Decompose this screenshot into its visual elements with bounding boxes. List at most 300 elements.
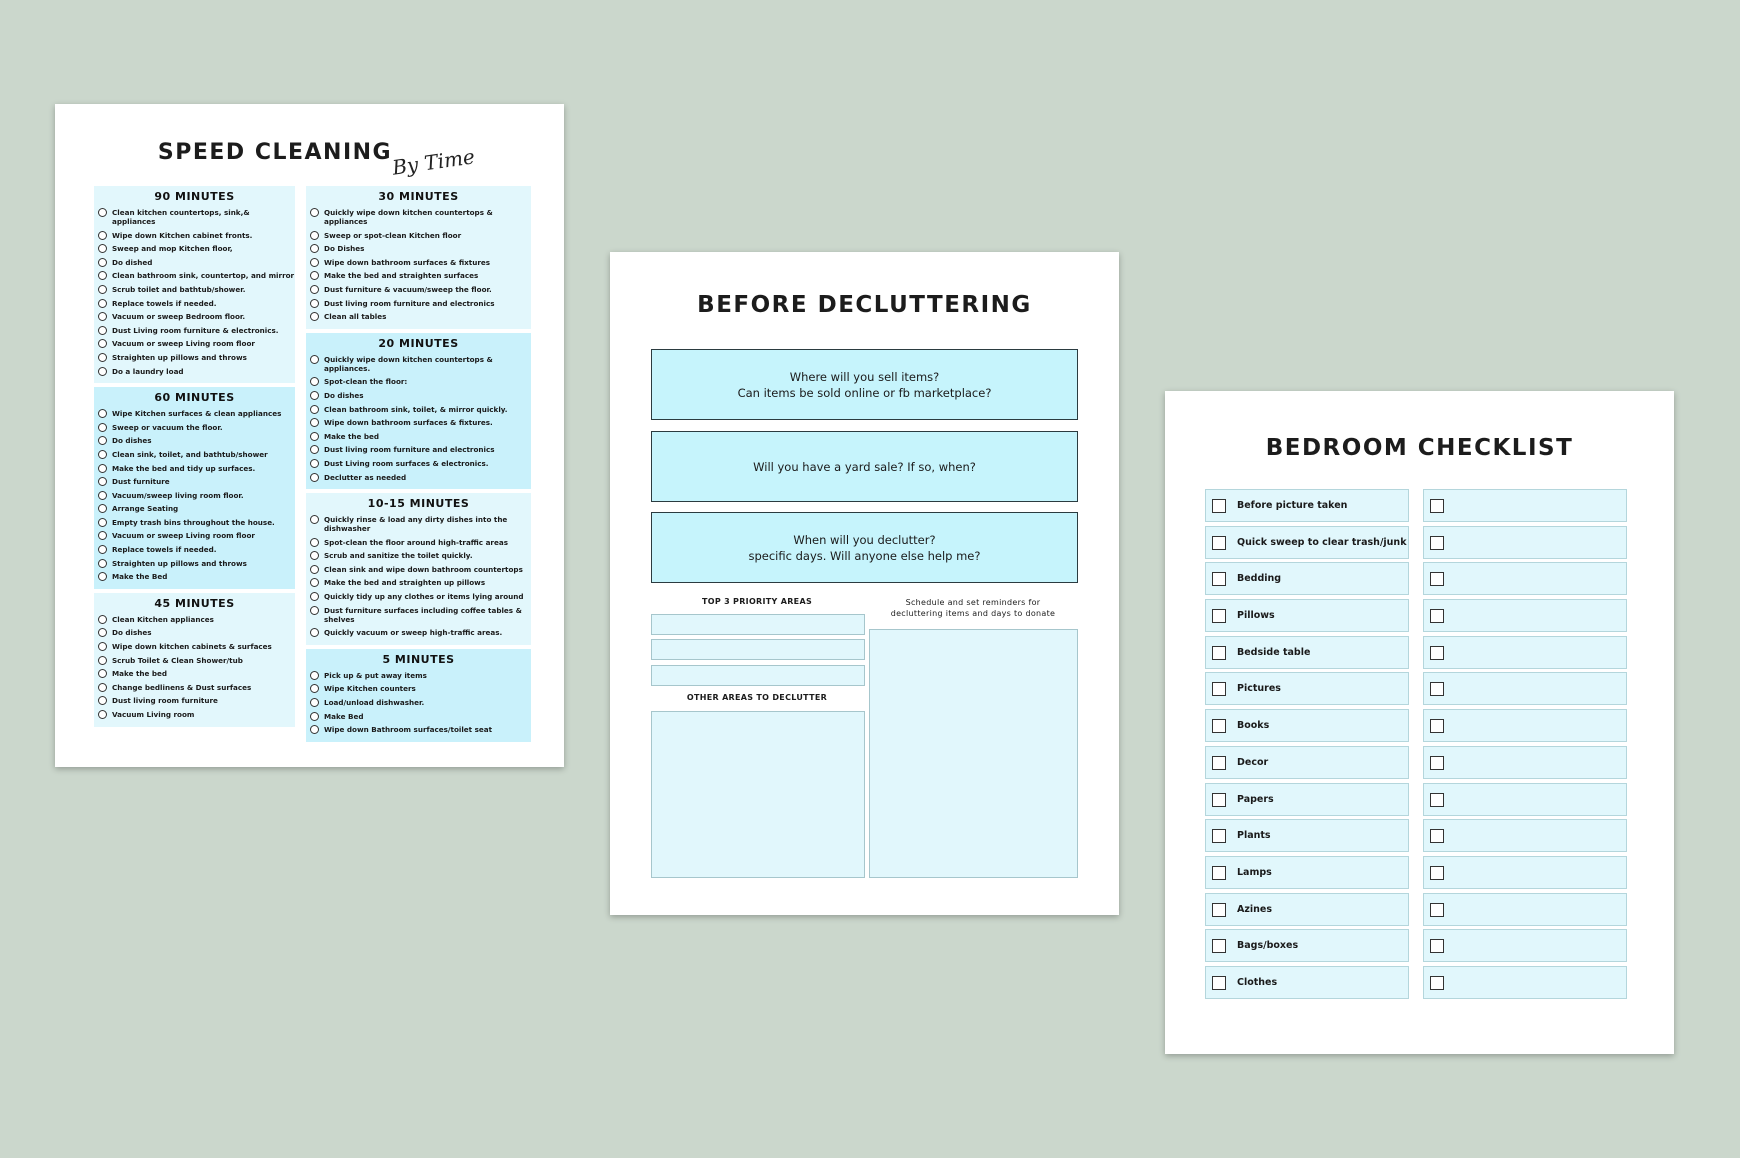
task-label: Do a laundry load (112, 366, 184, 376)
task-item (94, 271, 295, 280)
task-label: Sweep or vacuum the floor. (112, 422, 223, 432)
radio-circle-icon[interactable] (98, 518, 107, 527)
task-item (94, 367, 295, 376)
checklist-row-blank (1423, 526, 1627, 559)
task-item (94, 464, 295, 473)
radio-circle-icon[interactable] (98, 710, 107, 719)
task-item (306, 299, 531, 308)
task-item (94, 339, 295, 348)
task-item (94, 710, 295, 719)
radio-circle-icon[interactable] (310, 698, 319, 707)
page-title: BEDROOM CHECKLIST (1265, 435, 1574, 461)
task-label: Quickly wipe down kitchen countertops & appliances (324, 208, 493, 226)
task-item (94, 656, 295, 665)
task-item (306, 391, 531, 400)
checkbox[interactable] (1430, 536, 1444, 550)
radio-circle-icon[interactable] (310, 285, 319, 294)
radio-circle-icon[interactable] (310, 578, 319, 587)
task-label: Replace towels if needed. (112, 298, 217, 308)
task-item (306, 684, 531, 693)
radio-circle-icon[interactable] (98, 628, 107, 637)
task-item (94, 477, 295, 486)
checklist-row (1205, 783, 1409, 816)
task-item (94, 423, 295, 432)
checkbox[interactable] (1430, 499, 1444, 513)
task-item (94, 244, 295, 253)
radio-circle-icon[interactable] (310, 258, 319, 267)
radio-circle-icon[interactable] (310, 592, 319, 601)
task-label: Sweep and mop Kitchen floor, (112, 244, 233, 254)
checkbox[interactable] (1212, 572, 1226, 586)
task-item (306, 432, 531, 441)
time-section (306, 333, 531, 489)
bedroom-checklist-page (1165, 391, 1674, 1054)
checkbox[interactable] (1212, 793, 1226, 807)
checklist-row-blank (1423, 819, 1627, 852)
task-item (94, 491, 295, 500)
task-label: Dust furniture (112, 477, 170, 487)
radio-circle-icon[interactable] (310, 312, 319, 321)
section-heading: 20 MINUTES (378, 336, 459, 350)
task-label: Sweep or spot-clean Kitchen floor (324, 230, 462, 240)
task-label: Wipe down Kitchen cabinet fronts. (112, 230, 253, 240)
task-item (94, 683, 295, 692)
radio-circle-icon[interactable] (98, 299, 107, 308)
checklist-row (1205, 526, 1409, 559)
task-list (306, 515, 531, 645)
radio-circle-icon[interactable] (310, 725, 319, 734)
task-item (306, 473, 531, 482)
radio-circle-icon[interactable] (310, 418, 319, 427)
checklist-item-label: Papers (1237, 793, 1274, 805)
checklist-item-label: Clothes (1237, 976, 1278, 988)
radio-circle-icon[interactable] (98, 353, 107, 362)
task-label: Quickly vacuum or sweep high-traffic areas. (324, 628, 503, 638)
radio-circle-icon[interactable] (98, 531, 107, 540)
task-label: Make the bed and tidy up surfaces. (112, 463, 256, 473)
section-heading: 30 MINUTES (378, 190, 459, 203)
radio-circle-icon[interactable] (310, 231, 319, 240)
radio-circle-icon[interactable] (98, 696, 107, 705)
checkbox[interactable] (1212, 682, 1226, 696)
task-item (306, 244, 531, 253)
task-label: Wipe Kitchen surfaces & clean appliances (112, 409, 282, 419)
checklist-row (1205, 709, 1409, 742)
page-subtitle: By Time (390, 144, 477, 180)
checklist-item-label: Bags/boxes (1237, 940, 1299, 952)
page-title: BEFORE DECLUTTERING (697, 292, 1032, 318)
checklist-item-label: Bedside table (1237, 646, 1311, 658)
time-section (306, 649, 531, 742)
task-item (306, 712, 531, 721)
checkbox[interactable] (1430, 829, 1444, 843)
task-label: Change bedlinens & Dust surfaces (112, 682, 252, 692)
right-column (306, 186, 531, 746)
checklist-row-blank (1423, 672, 1627, 705)
task-label: Vacuum Living room (112, 710, 195, 719)
radio-circle-icon[interactable] (98, 258, 107, 267)
priority-areas-label: TOP 3 PRIORITY AREAS (702, 597, 812, 606)
priority-area-field-1[interactable] (651, 614, 865, 635)
task-item (94, 285, 295, 294)
task-item (306, 258, 531, 267)
radio-circle-icon[interactable] (98, 208, 107, 217)
section-heading: 90 MINUTES (154, 190, 235, 203)
radio-circle-icon[interactable] (98, 572, 107, 581)
radio-circle-icon[interactable] (98, 464, 107, 473)
other-areas-label: OTHER AREAS TO DECLUTTER (686, 693, 828, 702)
task-item (94, 669, 295, 678)
checklist-row-blank (1423, 783, 1627, 816)
other-areas-field[interactable] (651, 711, 865, 878)
radio-circle-icon[interactable] (98, 450, 107, 459)
question-line: Will you have a yard sale? If so, when? (753, 459, 976, 474)
radio-circle-icon[interactable] (98, 244, 107, 253)
radio-circle-icon[interactable] (310, 208, 319, 217)
task-label: Vacuum or sweep Living room floor (112, 531, 255, 541)
section-heading: 5 MINUTES (382, 652, 455, 666)
section-heading: 45 MINUTES (154, 596, 235, 610)
task-item (306, 606, 531, 624)
checklist-row-blank (1423, 966, 1627, 999)
radio-circle-icon[interactable] (98, 271, 107, 280)
checklist-item-label: Lamps (1237, 866, 1272, 878)
radio-circle-icon[interactable] (98, 615, 107, 624)
task-label: Arrange Seating (112, 504, 179, 514)
task-label: Make the bed (324, 431, 380, 441)
checklist-item-label: Pillows (1237, 610, 1275, 622)
task-item (306, 592, 531, 601)
task-list (94, 208, 295, 383)
radio-circle-icon[interactable] (310, 551, 319, 560)
radio-circle-icon[interactable] (98, 477, 107, 486)
checkbox[interactable] (1430, 793, 1444, 807)
task-label: Clean sink and wipe down bathroom countertops (324, 564, 523, 574)
checkbox[interactable] (1430, 866, 1444, 880)
page-title: SPEED CLEANING (157, 140, 393, 165)
task-item (94, 326, 295, 335)
checklist-item-label: Azines (1237, 903, 1272, 915)
checkbox[interactable] (1430, 682, 1444, 696)
question-box-yard-sale[interactable] (651, 431, 1078, 502)
task-item (94, 353, 295, 362)
priority-area-field-2[interactable] (651, 639, 865, 660)
checklist-row (1205, 819, 1409, 852)
task-item (306, 405, 531, 414)
task-label: Wipe down bathroom surfaces & fixtures (324, 257, 491, 267)
task-label: Scrub Toilet & Clean Shower/tub (112, 655, 243, 665)
schedule-label (869, 597, 1077, 619)
radio-circle-icon[interactable] (310, 405, 319, 414)
question-line: specific days. Will anyone else help me? (748, 548, 981, 563)
task-label: Wipe down kitchen cabinets & surfaces (112, 642, 272, 652)
radio-circle-icon[interactable] (310, 377, 319, 386)
task-label: Pick up & put away items (324, 670, 427, 680)
radio-circle-icon[interactable] (98, 409, 107, 418)
task-label: Vacuum/sweep living room floor. (112, 490, 244, 500)
question-box-sell[interactable] (651, 349, 1078, 420)
checkbox[interactable] (1430, 609, 1444, 623)
radio-circle-icon[interactable] (310, 355, 319, 364)
radio-circle-icon[interactable] (98, 436, 107, 445)
schedule-label-line: decluttering items and days to donate (890, 609, 1056, 618)
checkbox[interactable] (1212, 829, 1226, 843)
task-label: Vacuum or sweep Bedroom floor. (112, 312, 246, 322)
radio-circle-icon[interactable] (310, 606, 319, 615)
schedule-label-line: Schedule and set reminders for (905, 598, 1041, 607)
radio-circle-icon[interactable] (310, 271, 319, 280)
checkbox[interactable] (1430, 719, 1444, 733)
task-item (94, 572, 295, 581)
task-item (94, 231, 295, 240)
task-label: Straighten up pillows and throws (112, 558, 247, 568)
checklist-row-blank (1423, 599, 1627, 632)
task-label: Spot-clean the floor around high-traffic areas (324, 537, 508, 547)
task-item (94, 642, 295, 651)
task-label: Dust living room furniture (112, 696, 218, 706)
task-item (94, 409, 295, 418)
task-label: Clean sink, toilet, and bathtub/shower (112, 449, 268, 459)
task-label: Declutter as needed (324, 472, 407, 482)
section-heading: 60 MINUTES (154, 391, 235, 405)
left-column (94, 186, 295, 731)
task-item (94, 258, 295, 267)
task-label: Quickly tidy up any clothes or items lying around (324, 592, 524, 602)
task-label: Do Dishes (324, 244, 365, 254)
speed-cleaning-page (55, 104, 564, 767)
task-label: Scrub and sanitize the toilet quickly. (324, 551, 473, 561)
checkbox[interactable] (1212, 903, 1226, 917)
task-label: Straighten up pillows and throws (112, 352, 247, 362)
checkbox[interactable] (1212, 719, 1226, 733)
radio-circle-icon[interactable] (98, 423, 107, 432)
task-item (94, 545, 295, 554)
checkbox[interactable] (1430, 756, 1444, 770)
task-item (306, 377, 531, 386)
task-item (306, 231, 531, 240)
radio-circle-icon[interactable] (310, 299, 319, 308)
checklist-row (1205, 562, 1409, 595)
checkbox[interactable] (1430, 646, 1444, 660)
task-label: Do dishes (324, 390, 364, 400)
task-item (94, 696, 295, 705)
task-item (306, 208, 531, 226)
task-item (306, 445, 531, 454)
checkbox[interactable] (1212, 646, 1226, 660)
task-item (94, 436, 295, 445)
priority-area-field-3[interactable] (651, 665, 865, 686)
task-label: Clean kitchen countertops, sink,& appliances (112, 208, 250, 226)
radio-circle-icon[interactable] (310, 671, 319, 680)
task-list (306, 208, 531, 329)
task-label: Quickly wipe down kitchen countertops & appliances. (324, 354, 493, 373)
checkbox[interactable] (1212, 536, 1226, 550)
question-line: Where will you sell items? (789, 369, 940, 384)
task-label: Do dished (112, 257, 153, 267)
task-item (94, 450, 295, 459)
task-item (306, 628, 531, 637)
checkbox[interactable] (1212, 939, 1226, 953)
task-item (306, 312, 531, 321)
task-label: Quickly rinse & load any dirty dishes into the dishwasher (324, 515, 508, 534)
checklist-item-label: Books (1237, 720, 1270, 732)
task-label: Make the bed and straighten up pillows (324, 578, 486, 588)
task-label: Spot-clean the floor: (324, 377, 408, 387)
checkbox[interactable] (1430, 976, 1444, 990)
task-item (306, 698, 531, 707)
checklist-row (1205, 856, 1409, 889)
checklist-item-label: Before picture taken (1237, 500, 1348, 511)
checkbox[interactable] (1212, 609, 1226, 623)
question-line: Can items be sold online or fb marketplace? (737, 385, 992, 400)
task-label: Wipe down bathroom surfaces & fixtures. (324, 418, 493, 428)
question-line: When will you declutter? (793, 532, 936, 547)
task-list (306, 671, 531, 742)
task-label: Clean bathroom sink, countertop, and mirror (112, 271, 295, 281)
task-item (94, 208, 295, 226)
radio-circle-icon[interactable] (310, 515, 319, 524)
radio-circle-icon[interactable] (310, 244, 319, 253)
checkbox[interactable] (1430, 903, 1444, 917)
task-label: Dust furniture surfaces including coffee tables & shelves (324, 605, 522, 624)
checkbox[interactable] (1212, 756, 1226, 770)
checklist-row-blank (1423, 709, 1627, 742)
checklist-row (1205, 966, 1409, 999)
time-section (306, 493, 531, 645)
task-item (94, 504, 295, 513)
checklist-item-label: Decor (1237, 756, 1269, 768)
radio-circle-icon[interactable] (310, 473, 319, 482)
task-label: Wipe down Bathroom surfaces/toilet seat (324, 725, 493, 735)
checklist-row-blank (1423, 489, 1627, 522)
checklist-row-blank (1423, 746, 1627, 779)
checklist-row (1205, 489, 1409, 522)
task-label: Dust living room furniture and electronics (324, 298, 495, 308)
task-label: Vacuum or sweep Living room floor (112, 339, 255, 349)
checklist-row (1205, 929, 1409, 962)
checklist-row-blank (1423, 562, 1627, 595)
task-label: Clean Kitchen appliances (112, 614, 214, 624)
checklist-item-label: Quick sweep to clear trash/junk (1237, 536, 1407, 548)
checkbox[interactable] (1212, 866, 1226, 880)
schedule-field[interactable] (869, 629, 1078, 878)
time-section (306, 186, 531, 329)
radio-circle-icon[interactable] (98, 559, 107, 568)
checklist-row-blank (1423, 893, 1627, 926)
before-decluttering-page (610, 252, 1119, 915)
task-label: Empty trash bins throughout the house. (112, 517, 275, 527)
task-item (306, 515, 531, 533)
checklist-item-label: Plants (1237, 830, 1271, 842)
checklist-row (1205, 893, 1409, 926)
task-item (306, 578, 531, 587)
radio-circle-icon[interactable] (98, 339, 107, 348)
task-item (306, 285, 531, 294)
radio-circle-icon[interactable] (98, 504, 107, 513)
radio-circle-icon[interactable] (310, 684, 319, 693)
radio-circle-icon[interactable] (98, 656, 107, 665)
checklist-row-blank (1423, 929, 1627, 962)
task-item (306, 418, 531, 427)
radio-circle-icon[interactable] (98, 642, 107, 651)
radio-circle-icon[interactable] (310, 538, 319, 547)
checklist-blank-column (1423, 489, 1627, 1003)
task-item (94, 559, 295, 568)
radio-circle-icon[interactable] (98, 231, 107, 240)
radio-circle-icon[interactable] (310, 459, 319, 468)
radio-circle-icon[interactable] (310, 445, 319, 454)
radio-circle-icon[interactable] (98, 545, 107, 554)
radio-circle-icon[interactable] (98, 285, 107, 294)
radio-circle-icon[interactable] (310, 391, 319, 400)
task-item (306, 538, 531, 547)
radio-circle-icon[interactable] (310, 565, 319, 574)
checklist-item-label: Bedding (1237, 573, 1282, 585)
question-box-declutter-when[interactable] (651, 512, 1078, 583)
task-label: Replace towels if needed. (112, 545, 217, 555)
checklist-items-column (1205, 489, 1409, 1003)
task-label: Dust Living room furniture & electronics. (112, 325, 279, 335)
task-label: Clean bathroom sink, toilet, & mirror quickly. (324, 404, 508, 414)
checklist-row-blank (1423, 636, 1627, 669)
task-label: Make the Bed (112, 572, 168, 582)
radio-circle-icon[interactable] (98, 491, 107, 500)
task-item (306, 355, 531, 373)
task-item (306, 671, 531, 680)
radio-circle-icon[interactable] (98, 312, 107, 321)
checklist-row (1205, 636, 1409, 669)
task-item (306, 271, 531, 280)
task-item (94, 312, 295, 321)
checklist-row (1205, 599, 1409, 632)
task-label: Dust furniture & vacuum/sweep the floor. (324, 284, 492, 294)
radio-circle-icon[interactable] (98, 683, 107, 692)
section-heading: 10-15 MINUTES (367, 497, 470, 511)
task-item (306, 551, 531, 560)
time-section (94, 186, 295, 383)
task-list (94, 615, 295, 727)
checkbox[interactable] (1212, 499, 1226, 513)
checkbox[interactable] (1430, 939, 1444, 953)
task-label: Scrub toilet and bathtub/shower. (112, 284, 246, 294)
radio-circle-icon[interactable] (98, 367, 107, 376)
time-section (94, 593, 295, 727)
task-item (94, 518, 295, 527)
task-label: Dust Living room surfaces & electronics. (324, 458, 489, 468)
radio-circle-icon[interactable] (98, 669, 107, 678)
task-label: Make the bed (112, 669, 168, 679)
task-label: Dust living room furniture and electronics (324, 445, 495, 455)
task-label: Do dishes (112, 628, 152, 638)
task-item (94, 531, 295, 540)
task-item (306, 459, 531, 468)
radio-circle-icon[interactable] (98, 326, 107, 335)
checklist-row (1205, 746, 1409, 779)
checklist-row-blank (1423, 856, 1627, 889)
task-item (94, 628, 295, 637)
task-list (306, 355, 531, 489)
task-item (306, 725, 531, 734)
radio-circle-icon[interactable] (310, 628, 319, 637)
task-label: Make Bed (324, 711, 364, 721)
checkbox[interactable] (1430, 572, 1444, 586)
checklist-row (1205, 672, 1409, 705)
task-item (94, 299, 295, 308)
task-label: Make the bed and straighten surfaces (324, 271, 479, 281)
checkbox[interactable] (1212, 976, 1226, 990)
radio-circle-icon[interactable] (310, 712, 319, 721)
radio-circle-icon[interactable] (310, 432, 319, 441)
